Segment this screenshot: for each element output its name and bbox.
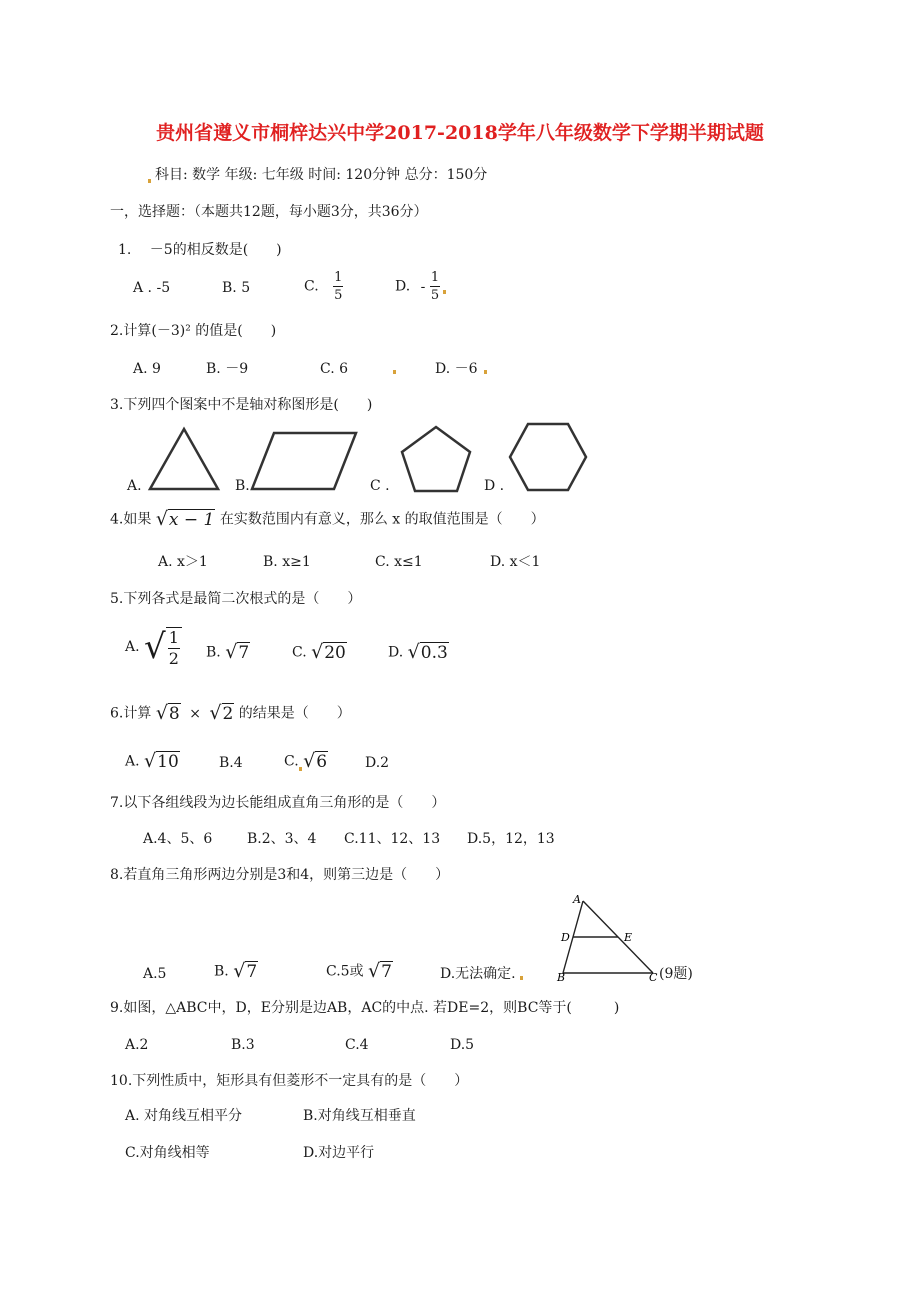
question-8-stem: 8.若直角三角形两边分别是3和4，则第三边是（ ） (110, 867, 450, 883)
fraction-numerator: 1 (168, 628, 179, 647)
radicand: 7 (381, 962, 392, 982)
pentagon-figure (400, 425, 472, 493)
q8-option-c-radical: √7 (368, 960, 392, 982)
q10-option-d: D.对边平行 (303, 1145, 375, 1161)
q5-option-b (206, 643, 250, 662)
fraction-numerator: 1 (430, 270, 440, 285)
vertex-c-label: C (649, 971, 658, 984)
fraction-denominator: 2 (168, 649, 179, 668)
q5-option-a (125, 627, 182, 667)
q9-option-b: B.3 (231, 1037, 255, 1053)
marker-dot (148, 179, 151, 183)
q3-option-a: A. (127, 478, 142, 494)
q6-option-c-label: C. (284, 753, 299, 770)
q9-option-a: A.2 (125, 1037, 149, 1053)
fraction-denominator: 5 (430, 288, 440, 303)
question-10-stem: 10.下列性质中，矩形具有但菱形不一定具有的是（ ） (110, 1073, 469, 1089)
q4-option-b: B. x≥1 (263, 554, 311, 570)
vertex-b-label: B (557, 971, 566, 984)
exam-meta: 科目: 数学 年级: 七年级 时间: 120分钟 总分：150分 (155, 167, 488, 183)
radicand: 7 (246, 962, 258, 982)
q5-option-b-radical: √7 (225, 641, 250, 663)
radicand: 10 (157, 752, 179, 772)
q6-option-a (125, 752, 180, 771)
triangle-figure (148, 427, 220, 491)
question-1-stem: 1. －5的相反数是( ) (118, 242, 282, 258)
q4-stem-post: 在实数范围内有意义，那么 x 的取值范围是（ ） (219, 511, 545, 528)
q2-option-b: B. －9 (206, 361, 249, 377)
q6-radical-1: √8 (155, 702, 180, 724)
q3-option-d: D . (484, 478, 505, 494)
q1-option-c-label: C. (304, 278, 319, 295)
q4-option-c: C. x≤1 (375, 554, 423, 570)
q4-option-a: A. x＞1 (158, 554, 208, 570)
radicand: 20 (324, 643, 346, 663)
fraction-numerator: 1 (334, 270, 343, 285)
vertex-a-label: A (573, 893, 581, 906)
q1-option-c (304, 271, 343, 302)
q7-option-b: B.2、3、4 (247, 831, 317, 847)
q1-option-d-sign: - (420, 278, 426, 295)
q5-option-d-radical: √0.3 (407, 641, 448, 663)
radicand: x − 1 (168, 510, 215, 530)
q4-stem-pre: 4.如果 (110, 511, 152, 528)
question-5-stem: 5.下列各式是最简二次根式的是（ ） (110, 591, 362, 607)
marker-dot (484, 370, 487, 374)
question-6-stem (110, 704, 351, 723)
radicand: 0.3 (420, 643, 448, 663)
q1-option-c-fraction (333, 271, 343, 302)
q8-option-c (326, 962, 393, 981)
marker-dot (299, 767, 302, 771)
q8-option-b-label: B. (214, 963, 229, 980)
q2-option-d: D. －6 (435, 361, 478, 377)
q3-option-c: C . (370, 478, 390, 494)
marker-dot (443, 290, 446, 294)
q5-option-a-label: A. (125, 639, 140, 655)
q5-option-c (292, 643, 347, 662)
q10-option-b: B.对角线互相垂直 (303, 1108, 416, 1124)
radicand: 7 (238, 643, 250, 663)
q7-option-c: C.11、12、13 (344, 831, 441, 847)
q8-option-c-label: C.5或 (326, 963, 364, 980)
q5-option-d (388, 643, 449, 662)
question-7-stem: 7.以下各组线段为边长能组成直角三角形的是（ ） (110, 795, 446, 811)
figure-caption: (9题) (659, 966, 693, 982)
q6-radical-2: √2 (209, 702, 234, 724)
times-sign: × (189, 705, 201, 722)
fraction-denominator: 5 (334, 288, 343, 303)
q9-option-d: D.5 (450, 1037, 475, 1053)
q1-option-a: A . -5 (133, 280, 171, 296)
question-2-stem: 2.计算(－3)² 的值是( ) (110, 323, 277, 339)
q6-stem-post: 的结果是（ ） (238, 705, 351, 722)
q1-option-b: B. 5 (222, 280, 251, 296)
q6-stem-pre: 6.计算 (110, 705, 152, 722)
hexagon-figure (508, 422, 588, 492)
q6-option-c (284, 752, 328, 771)
q5-option-c-radical: √20 (311, 641, 346, 663)
radicand: 2 (222, 704, 234, 724)
q10-option-a: A. 对角线互相平分 (125, 1108, 243, 1124)
q8-option-b (214, 962, 258, 981)
radicand: 6 (316, 752, 328, 772)
q8-option-b-radical: √7 (233, 960, 258, 982)
q6-option-b: B.4 (219, 755, 243, 771)
q4-option-d: D. x＜1 (490, 554, 541, 570)
radicand: 8 (168, 704, 180, 724)
q1-option-d-fraction (430, 271, 440, 302)
q7-option-d: D.5，12，13 (467, 831, 555, 847)
vertex-e-label: E (624, 931, 633, 944)
marker-dot (520, 976, 523, 980)
q1-option-d (395, 271, 440, 302)
q2-option-a: A. 9 (133, 361, 161, 377)
section-heading: 一，选择题：（本题共12题，每小题3分，共36分） (110, 204, 428, 220)
marker-dot (393, 370, 396, 374)
q5-option-b-label: B. (206, 644, 221, 661)
q7-option-a: A.4、5、6 (143, 831, 213, 847)
q3-option-b: B. (235, 478, 250, 494)
question-9-stem: 9.如图，△ABC中，D，E分别是边AB，AC的中点. 若DE=2，则BC等于( ) (110, 1000, 620, 1016)
q8-option-d: D.无法确定. (440, 966, 516, 982)
q6-option-d: D.2 (365, 755, 390, 771)
q6-option-a-radical: √10 (144, 750, 179, 772)
question-3-stem: 3.下列四个图案中不是轴对称图形是( ) (110, 397, 373, 413)
vertex-d-label: D (561, 931, 570, 944)
q6-option-a-label: A. (125, 753, 140, 770)
question-4-stem (110, 510, 545, 529)
q10-option-c: C.对角线相等 (125, 1145, 210, 1161)
q5-option-c-label: C. (292, 644, 307, 661)
q2-option-c: C. 6 (320, 361, 349, 377)
q4-radical: √x − 1 (155, 508, 215, 530)
q1-option-d-label: D. (395, 278, 411, 295)
q8-option-a: A.5 (143, 966, 167, 982)
q5-option-d-label: D. (388, 644, 404, 661)
q9-option-c: C.4 (345, 1037, 369, 1053)
page-title: 贵州省遵义市桐梓达兴中学2017-2018学年八年级数学下学期半期试题 (156, 122, 764, 144)
triangle-abc-figure (555, 893, 665, 983)
q5-option-a-radical: √ $\frac{1}{2}$ (144, 627, 182, 667)
parallelogram-figure (250, 431, 358, 491)
q6-option-c-radical: √6 (303, 750, 328, 772)
